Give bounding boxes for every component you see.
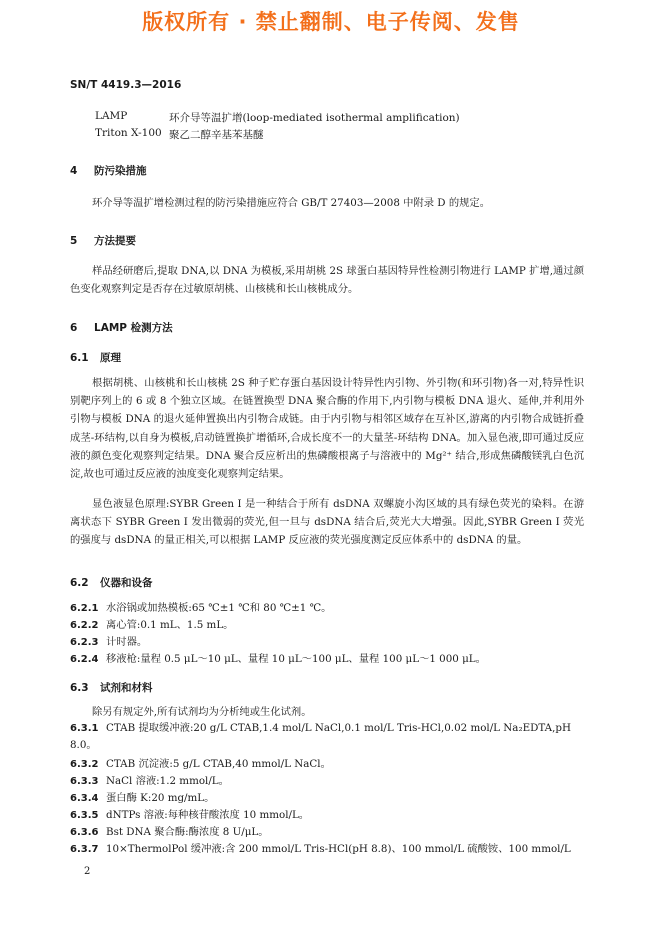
abbreviation-definition: 聚乙二醇辛基苯基醚 bbox=[169, 129, 264, 141]
item-number: 6.3.5 bbox=[70, 810, 99, 821]
section-heading bbox=[70, 233, 136, 248]
item-number: 6.3.2 bbox=[70, 759, 99, 770]
item-text: 离心管:0.1 mL、1.5 mL。 bbox=[106, 619, 234, 631]
item-text: 10×ThermolPol 缓冲液:含 200 mmol/L Tris-HCl(pH 8.8)、100 mmol/L 硫酸铵、100 mmol/L bbox=[106, 843, 571, 855]
subsection-heading bbox=[70, 575, 153, 590]
section-number: 6.3 bbox=[70, 682, 89, 694]
section-paragraph: 根据胡桃、山核桃和长山核桃 2S 种子贮存蛋白基因设计特异性内引物、外引物(和环引物)各一对,特异性识别靶序列上的 6 或 8 个独立区域。在链置换型 DNA 聚合酶的作用下,内引物与模板 DNA 退火、延伸,并利用外引物与模板 DNA 的退火延伸置换出内引物合成链。由于内引物与相邻区域存在互补区,游离的内引物合成链折叠成茎-环结构,以自身为模板,启动链置换扩增循环,合成长度不一的大量茎-环结构 DNA。加入显色液,即可通过反应液的颜色变化观察判定结果。DNA 聚合反应析出的焦磷酸根离子与溶液中的 Mg²⁺ 结合,形成焦磷酸镁乳白色沉淀,故也可通过反应液的浊度变化观察判定结果。 bbox=[70, 377, 584, 481]
list-item bbox=[70, 720, 584, 754]
list-item bbox=[70, 600, 584, 617]
list-item bbox=[70, 651, 584, 668]
section-title: 试剂和材料 bbox=[100, 682, 153, 694]
item-number: 6.3.1 bbox=[70, 723, 99, 734]
item-text: CTAB 沉淀液:5 g/L CTAB,40 mmol/L NaCl。 bbox=[106, 758, 331, 770]
section-number: 6.1 bbox=[70, 352, 89, 364]
subsection-heading bbox=[70, 680, 153, 695]
item-number: 6.2.1 bbox=[70, 603, 99, 614]
list-item bbox=[70, 634, 584, 651]
section-number: 5 bbox=[70, 235, 78, 247]
list-item bbox=[70, 790, 584, 807]
section-paragraph: 环介导等温扩增检测过程的防污染措施应符合 GB/T 27403—2008 中附录 D 的规定。 bbox=[92, 197, 491, 209]
item-number: 6.2.3 bbox=[70, 637, 99, 648]
item-number: 6.2.4 bbox=[70, 654, 99, 665]
section-title: 方法提要 bbox=[94, 235, 136, 247]
section-paragraph: 样品经研磨后,提取 DNA,以 DNA 为模板,采用胡桃 2S 球蛋白基因特异性检测引物进行 LAMP 扩增,通过颜色变化观察判定是否存在过敏原胡桃、山核桃和长山核桃成分。 bbox=[70, 265, 584, 296]
section-title: 原理 bbox=[100, 352, 121, 364]
item-text: dNTPs 溶液:每种核苷酸浓度 10 mmol/L。 bbox=[106, 809, 310, 821]
item-text: 蛋白酶 K:20 mg/mL。 bbox=[106, 792, 215, 804]
standard-number: SN/T 4419.3—2016 bbox=[70, 79, 182, 91]
item-number: 6.2.2 bbox=[70, 620, 99, 631]
item-number: 6.3.3 bbox=[70, 776, 99, 787]
section-title: 仪器和设备 bbox=[100, 577, 153, 589]
abbreviation-definition: 环介导等温扩增(loop-mediated isothermal amplification) bbox=[169, 112, 460, 124]
abbreviation-row bbox=[95, 127, 264, 142]
section-title: LAMP 检测方法 bbox=[94, 322, 173, 334]
item-text: 移液枪:量程 0.5 μL～10 μL、量程 10 μL～100 μL、量程 100 μL～1 000 μL。 bbox=[106, 653, 486, 665]
item-number: 6.3.6 bbox=[70, 827, 99, 838]
abbreviation-term: LAMP bbox=[95, 110, 128, 122]
item-number: 6.3.7 bbox=[70, 844, 99, 855]
page-number: 2 bbox=[84, 866, 91, 877]
list-item bbox=[70, 824, 584, 841]
list-item bbox=[70, 841, 584, 858]
list-item bbox=[70, 756, 584, 773]
abbreviation-row bbox=[95, 110, 460, 125]
section-paragraph: 显色液显色原理:SYBR Green I 是一种结合于所有 dsDNA 双螺旋小沟区域的具有绿色荧光的染料。在游离状态下 SYBR Green I 发出微弱的荧光,但一旦与 dsDNA 结合后,荧光大大增强。因此,SYBR Green I 荧光的强度与 dsDNA 的量正相关,可以根据 LAMP 反应液的荧光强度测定反应体系中的 dsDNA 的量。 bbox=[70, 498, 584, 547]
section-number: 6.2 bbox=[70, 577, 89, 589]
section-title: 防污染措施 bbox=[94, 165, 147, 177]
item-text: NaCl 溶液:1.2 mmol/L。 bbox=[106, 775, 229, 787]
item-text: CTAB 提取缓冲液:20 g/L CTAB,1.4 mol/L NaCl,0.1 mol/L Tris-HCl,0.02 mol/L Na₂EDTA,pH 8.0。 bbox=[70, 722, 571, 751]
copyright-banner: 版权所有 · 禁止翻制、电子传阅、发售 bbox=[142, 10, 520, 34]
section-paragraph: 除另有规定外,所有试剂均为分析纯或生化试剂。 bbox=[92, 706, 312, 718]
abbreviation-term: Triton X-100 bbox=[95, 127, 162, 139]
section-number: 6 bbox=[70, 322, 78, 334]
section-heading bbox=[70, 163, 147, 178]
section-heading bbox=[70, 320, 173, 335]
section-number: 4 bbox=[70, 165, 78, 177]
item-number: 6.3.4 bbox=[70, 793, 99, 804]
list-item bbox=[70, 773, 584, 790]
item-text: Bst DNA 聚合酶:酶浓度 8 U/μL。 bbox=[106, 826, 269, 838]
list-item bbox=[70, 807, 584, 824]
subsection-heading bbox=[70, 350, 121, 365]
list-item bbox=[70, 617, 584, 634]
item-text: 水浴锅或加热模板:65 ℃±1 ℃和 80 ℃±1 ℃。 bbox=[106, 602, 332, 614]
item-text: 计时器。 bbox=[106, 636, 148, 648]
